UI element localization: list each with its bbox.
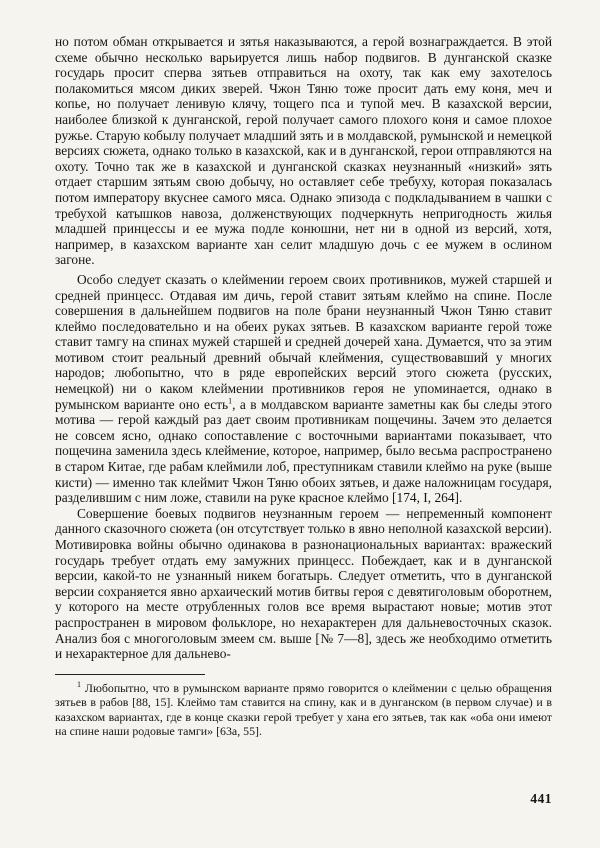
page-number: 441 (530, 791, 552, 806)
footnote (55, 681, 552, 739)
paragraph-3: Совершение боевых подвигов неузнанным героем — непременный компонент данного сказочного сюжета (он отсутствует только в явно неполной казахской версии). Мотивировка войны обычно одинакова в разнонациональных вариантах: вражеский государь требует отдать ему замужних принцесс. Побеждает, как и в дунганской версии, какой-то не узнанный никем богатырь. Следует отметить, что в дунганской версии сохраняется явно архаический мотив битвы героя с девятиголовым оборотнем, у которого на месте отрубленных голов все время вырастают новые; мотив этот распространен в мировом фольклоре, но нехарактерен для дальневосточных сказок. Анализ боя с многоголовым змеем см. выше [№ 7—8], здесь же необходимо отметить и нехарактерное для дальнево- (55, 505, 552, 662)
footnote-text: Любопытно, что в румынском варианте прямо говорится о клеймении с целью обращения зятьев в рабов [88, 15]. Клеймо там ставится на спину, как и в дунганском (в первом случае) и в казахском вариантах, где в конце сказки герой требует у хана его зятьев, так как «оба они имеют на спине наши родовые тамги» [63а, 55]. (55, 680, 552, 738)
footnote-number: 1 (77, 679, 81, 689)
footnote-divider (55, 674, 205, 675)
paragraph-2-text-a: Особо следует сказать о клеймении героем своих противников, мужей старшей и средней принцесс. Отдавая им дичь, герой ставит зятьям клеймо на спине. После совершения в дальнейшем подвигов на поле брани неузнанный Чжон Тяню ставит клеймо последовательно и на обеих руках зятьев. В казахском варианте герой тоже ставит тамгу на спинах мужей старшей и средней дочерей хана. Думается, что за этим мотивом стоит реальный древний обычай клеймения, существовавший у многих народов; любопытно, что в ряде европейских версий этого сюжета (русских, немецкой) ни о каком клеймении противников героя не упоминается, однако в румынском варианте оно есть (55, 271, 552, 412)
footnote-marker[interactable]: 1 (228, 396, 233, 406)
paragraph-2 (55, 272, 552, 506)
page-body (55, 34, 552, 738)
paragraph-2-text-b: , а в молдавском варианте заметны как бы следы этого мотива — герой каждый раз дает своим противникам пощечины. Зачем это делается не совсем ясно, однако сопоставление с восточными вариантами показывает, что пощечина заменила здесь клеймение, которое, например, было весьма распространено в старом Китае, где рабам клеймили лоб, преступникам ставили клеймо на руке (выше кисти) — именно так клеймит Чжон Тяню обоих зятьев, и даже наложницам государя, разделившим с ним ложе, ставили на руке красное клеймо [174, I, 264]. (55, 396, 552, 506)
paragraph-1: но потом обман открывается и зятья наказываются, а герой вознаграждается. В этой схеме обычно несколько варьируется лишь набор подвигов. В дунганской сказке государь просит сперва зятьев отправиться на охоту, так как ему захотелось полакомиться мясом диких зверей. Чжон Тяню тоже просит дать ему коня, меч и копье, но получает ленивую клячу, тощего пса и тупой меч. В казахской версии, наиболее близкой к дунганской, герой получает самого плохого коня и самое плохое ружье. Старую кобылу получает младший зять и в молдавской, румынской и немецкой версиях сюжета, однако только в казахской, как и в дунганской, герои отправляются на охоту. Точно так же в казахской и дунганской сказках неузнанный «низкий» зять отдает старшим зятьям свою добычу, но оставляет себе требуху, которая показалась потом императору вкуснее самого мяса. Однако эпизода с подкладыванием в чашки с требухой катышков навоза, долженствующих подчеркнуть непригодность жилья младшей принцессы и ее мужа подле конюшни, нет ни в одной из версий, хотя, например, в казахском варианте хан селит младшую дочь с ее мужем в ослином загоне. (55, 34, 552, 268)
